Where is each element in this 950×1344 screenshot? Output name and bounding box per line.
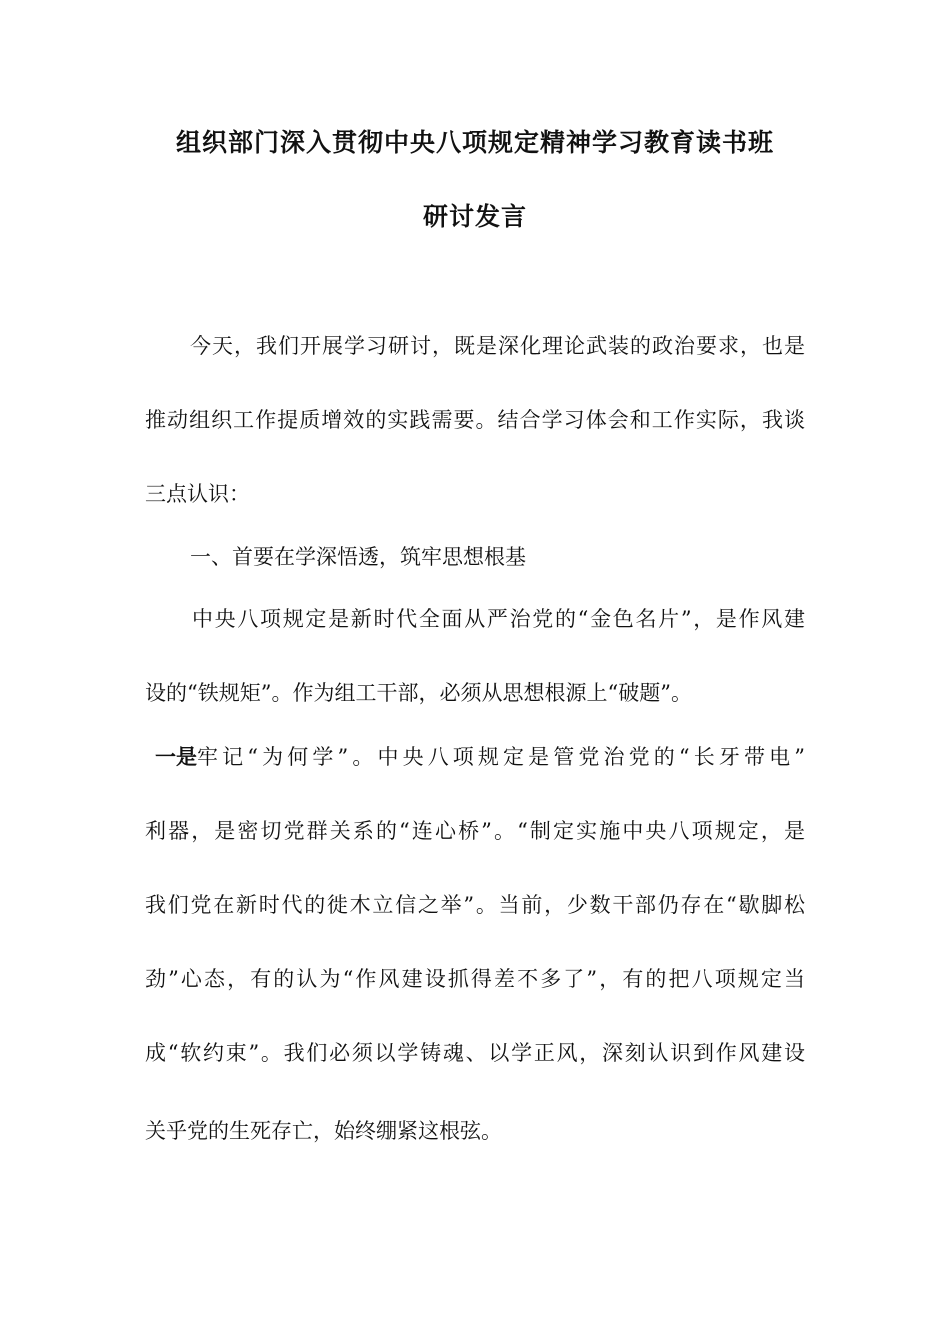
paragraph-line: 利器，是密切党群关系的“连心桥”。“制定实施中央八项规定，是 — [145, 819, 805, 843]
paragraph-first-line — [155, 742, 805, 772]
paragraph-line: 中央八项规定是新时代全面从严治党的“金色名片”，是作风建 — [192, 607, 805, 631]
paragraph-line: 关乎党的生死存亡，始终绷紧这根弦。 — [145, 1119, 502, 1143]
paragraph-line: 成“软约束”。我们必须以学铸魂、以学正风，深刻认识到作风建设 — [145, 1041, 805, 1065]
paragraph-line: 劲”心态，有的认为“作风建设抓得差不多了”，有的把八项规定当 — [145, 967, 805, 991]
paragraph-line: 三点认识： — [145, 482, 250, 506]
document-title-line-2: 研讨发言 — [422, 202, 527, 231]
paragraph-line: 设的“铁规矩”。作为组工干部，必须从思想根源上“破题”。 — [145, 681, 692, 705]
document-title-line-1: 组织部门深入贯彻中央八项规定精神学习教育读书班 — [175, 128, 774, 157]
paragraph-line: 今天，我们开展学习研讨，既是深化理论武装的政治要求，也是 — [190, 334, 805, 358]
paragraph-line: 推动组织工作提质增效的实践需要。结合学习体会和工作实际，我谈 — [145, 408, 805, 432]
bold-lead: 一是 — [155, 744, 197, 769]
section-heading: 一、首要在学深悟透，筑牢思想根基 — [190, 545, 526, 569]
paragraph-line: 我们党在新时代的徙木立信之举”。当前，少数干部仍存在“歇脚松 — [145, 893, 805, 917]
paragraph-line: 牢记“为何学”。中央八项规定是管党治党的“长牙带电” — [197, 745, 805, 769]
